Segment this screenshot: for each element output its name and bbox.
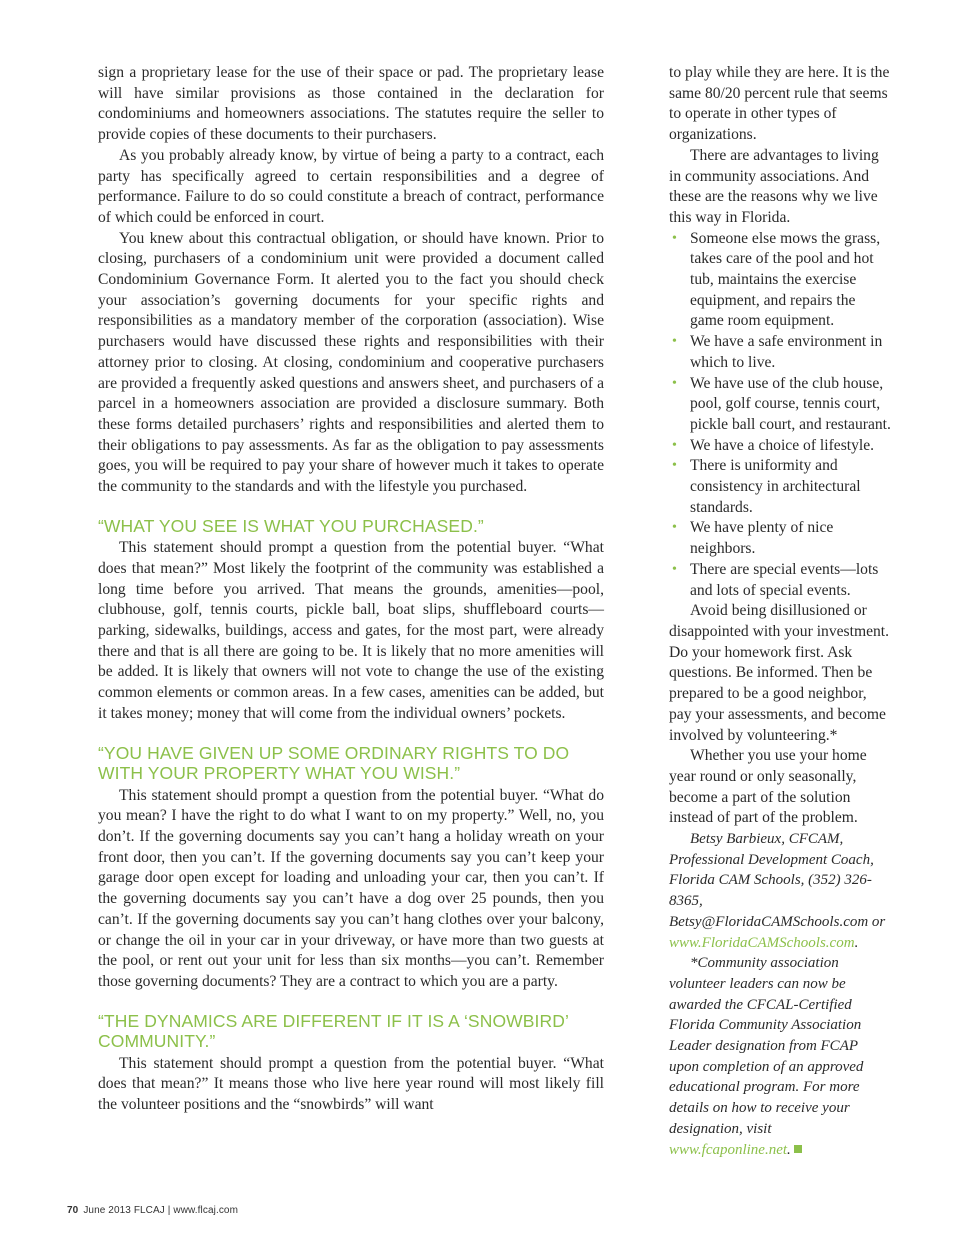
list-item: • We have a safe environment in which to live.: [672, 333, 883, 371]
right-paragraph-1: to play while they are here. It is the same 80/20 percent rule that seems to operate in other types of organizations.: [669, 64, 890, 144]
bullet-icon: •: [672, 437, 677, 453]
list-item: • Someone else mows the grass, takes care of the pool and hot tub, maintains the exercise equipment, and repairs the game room equipment.: [672, 229, 881, 330]
author-website-link[interactable]: www.FloridaCAMSchools.com: [669, 934, 855, 951]
left-paragraph-4: This statement should prompt a question from the potential buyer. “What does that mean?” Most likely the footprint of the community was established a long time before you arrived. That means the grounds, amenities—pool, clubhouse, golf, tennis courts, pickle ball, boat slips, shuffleboard courts—parking, sidewalks, buildings, access and gates, for the most part, were already there and that is all there are going to be. It is likely that no more amenities will be added. It is likely that owners will not vote to change the use of the existing common elements or common areas. In a few cases, amenities can be added, but it takes money; money that will come from the individual owners’ pockets.: [98, 539, 604, 722]
left-column: [98, 63, 604, 1116]
left-paragraph-6: This statement should prompt a question from the potential buyer. “What does that mean?” It means those who live here year round will most likely fill the volunteer positions and the “snowbirds” will want: [98, 1054, 604, 1114]
list-item: • We have plenty of nice neighbors.: [672, 519, 834, 558]
bullet-icon: •: [672, 334, 677, 350]
left-paragraph-5: This statement should prompt a question from the potential buyer. “What do you mean? I have the right to do what I want to on my property.” Well, no, you don’t. If the governing documents say you can’t hang a holiday wreath on your front door, then you can’t. If the governing documents say you can’t keep your garage door open except for loading and unloading your car, then you can’t. If the governing documents say you can’t have a dog over 25 pounds, then you can’t. If the governing documents say you can’t hang clothes over your balcony, or change the oil in your car in your driveway, or have more than two guests at the pool, or rent out your unit for less than six months—you can’t. Remember those governing documents? They are a contract to which you are a party.: [98, 786, 604, 990]
list-item: • We have a choice of lifestyle.: [669, 436, 891, 457]
list-item: • We have use of the club house, pool, golf course, tennis court, pickle ball court, and restaurant.: [672, 374, 891, 433]
right-paragraph-4: Whether you use your home year round or only seasonally, become a part of the solution instead of part of the problem.: [669, 747, 867, 827]
bullet-icon: •: [672, 561, 677, 577]
section-heading-snowbird: “THE DYNAMICS ARE DIFFERENT IF IT IS A ‘SNOWBIRD’ COMMUNITY.”: [98, 1010, 569, 1052]
bullet-icon: •: [672, 520, 677, 536]
section-heading-what-you-see: “WHAT YOU SEE IS WHAT YOU PURCHASED.”: [98, 515, 484, 536]
list-item: • There is uniformity and consistency in architectural standards.: [672, 457, 861, 516]
bullet-icon: •: [672, 375, 677, 391]
right-paragraph-2: There are advantages to living in community associations. And these are the reasons why we live this way in Florida.: [669, 146, 879, 226]
page-number: 70: [67, 1205, 79, 1216]
right-paragraph-3: Avoid being disillusioned or disappointed with your investment. Do your homework first. Ask questions. Be informed. Then be prepared to be a good neighbor, pay your assessments, and become involved by volunteering.*: [669, 602, 890, 744]
bullet-icon: •: [672, 458, 677, 474]
author-signature: Betsy Barbieux, CFCAM, Professional Development Coach, Florida CAM Schools, (352) 326-8365, Betsy@FloridaCAMSchools.com or www.FloridaCAMSchools.com.: [669, 831, 886, 951]
list-item: • There are special events—lots and lots of special events.: [672, 560, 879, 599]
right-column: [669, 63, 891, 1160]
certification-note: *Community association volunteer leaders can now be awarded the CFCAL-Certified Florida Community Association Leader designation from FCAP upon completion of an approved educational program. For more details on how to receive your designation, visit www.fcaponline.net.: [669, 955, 864, 1158]
section-heading-ordinary-rights: “YOU HAVE GIVEN UP SOME ORDINARY RIGHTS TO DO WITH YOUR PROPERTY WHAT YOU WISH.”: [98, 742, 570, 784]
left-paragraph-2: As you probably already know, by virtue of being a party to a contract, each party has specifically agreed to certain responsibilities and a degree of performance. Failure to do so could constitute a breach of contract, performance of which could be enforced in court.: [98, 146, 604, 226]
left-paragraph-3: You knew about this contractual obligation, or should have known. Prior to closing, purchasers of a condominium unit were provided a document called Condominium Governance Form. It alerted you to the fact you should check your association’s governing documents for your specific rights and responsibilities as a mandatory member of the corporation (association). Wise purchasers would have discussed these rights and responsibilities with their attorney prior to closing. At closing, condominium and cooperative purchasers are provided a frequently asked questions and answers sheet, and purchasers of a parcel in a homeowners association are provided a disclosure summary. Both these forms detailed purchasers’ rights and responsibilities and alerted them to their obligations to pay assessments. As far as the obligation to pay assessments goes, you will be required to pay your share of however much it takes to operate the community to the standards and with the lifestyle you purchased.: [98, 229, 604, 496]
fcap-website-link[interactable]: www.fcaponline.net: [669, 1141, 788, 1158]
advantages-list: [669, 229, 891, 602]
page-footer: [67, 1205, 238, 1216]
issue-label: June 2013 FLCAJ: [83, 1205, 165, 1216]
left-paragraph-1: sign a proprietary lease for the use of their space or pad. The proprietary lease will have similar provisions as those contained in the declaration for condominiums and homeowners associations. The statutes require the seller to provide copies of these documents to their purchasers.: [98, 64, 604, 144]
bullet-icon: •: [672, 230, 677, 246]
footer-website: www.flcaj.com: [173, 1205, 239, 1216]
footer-separator: |: [167, 1205, 171, 1216]
end-mark-icon: [794, 1145, 802, 1153]
